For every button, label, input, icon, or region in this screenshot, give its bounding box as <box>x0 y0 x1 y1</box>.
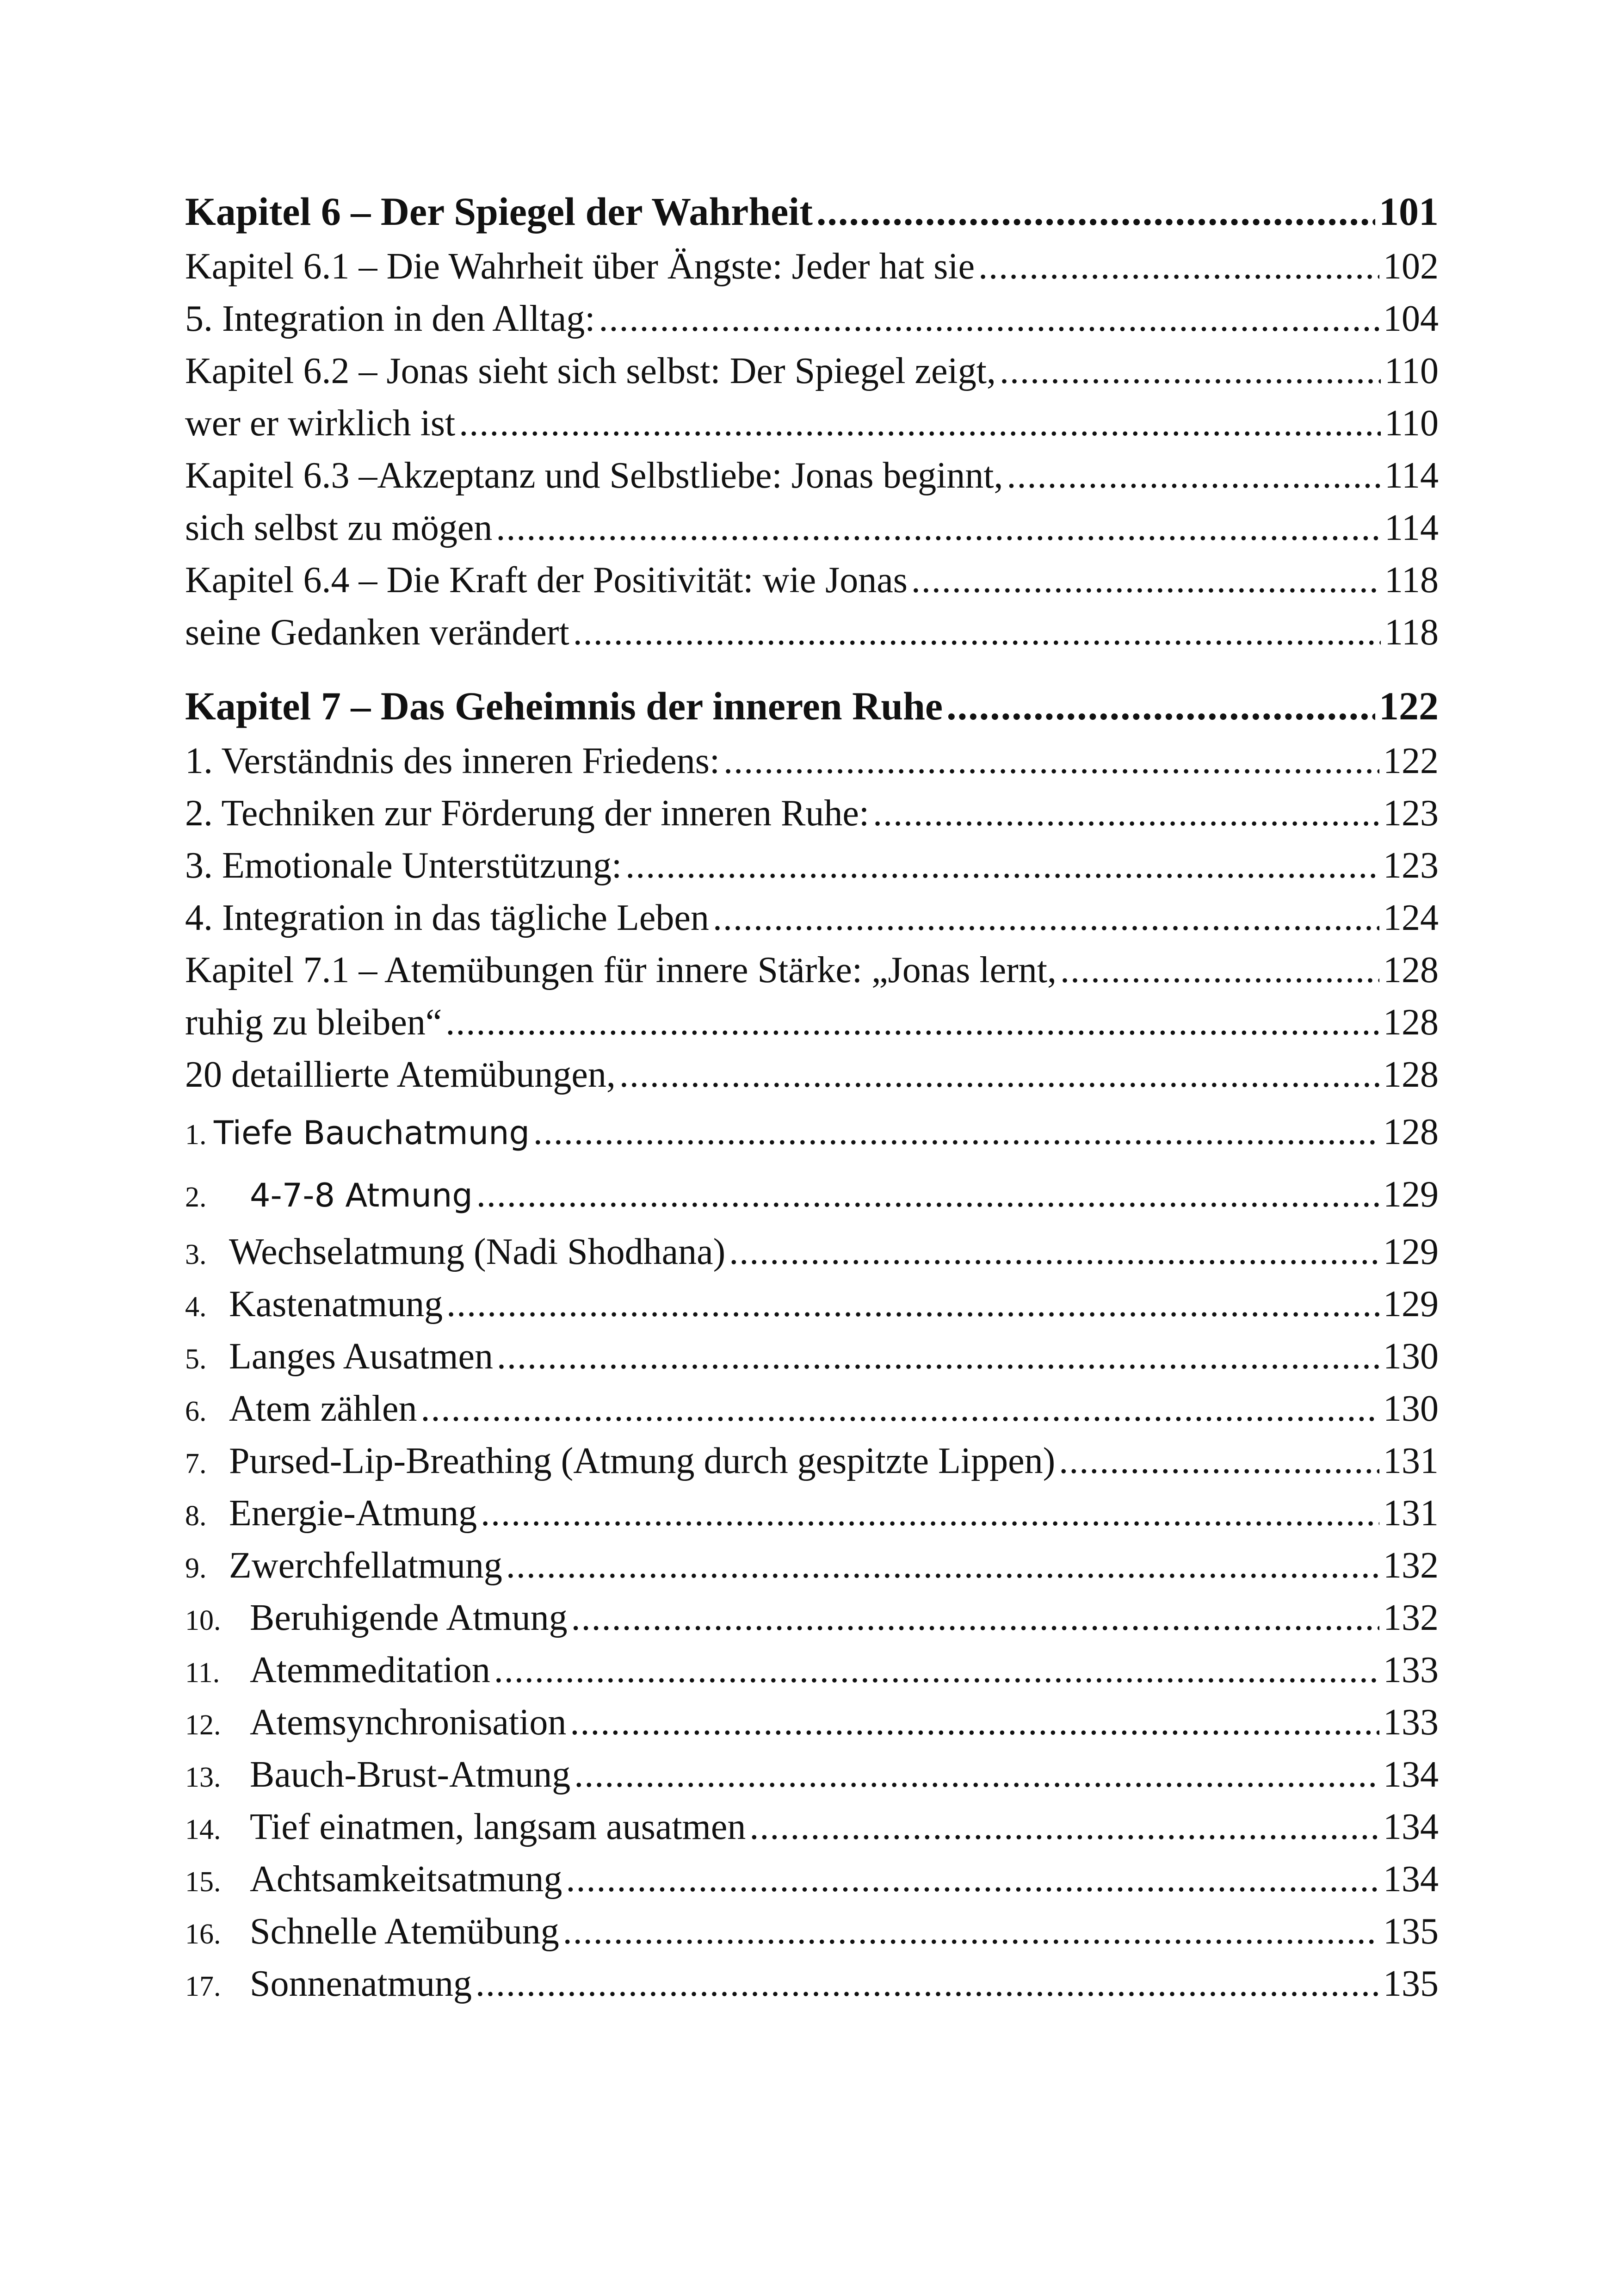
dot-leader <box>533 1101 1379 1163</box>
dot-leader <box>445 996 1379 1049</box>
toc-numbered-entry[interactable] <box>185 1540 1439 1592</box>
toc-page-number: 114 <box>1384 507 1439 548</box>
dot-leader <box>723 735 1379 787</box>
toc-entry-title: Tief einatmen, langsam ausatmen <box>250 1807 746 1847</box>
toc-entry[interactable] <box>185 606 1439 659</box>
toc-entry-title: Kapitel 6.2 – Jonas sieht sich selbst: Der Spiegel zeigt, <box>185 351 996 391</box>
dot-leader <box>574 1749 1379 1801</box>
toc-entry[interactable] <box>185 892 1439 944</box>
toc-numbered-entry[interactable] <box>185 1487 1439 1540</box>
toc-entry-title: Bauch-Brust-Atmung <box>250 1754 571 1795</box>
toc-page-number: 131 <box>1383 1441 1439 1481</box>
dot-leader <box>420 1383 1379 1435</box>
toc-page-number: 134 <box>1383 1754 1439 1795</box>
toc-page-number: 133 <box>1383 1702 1439 1743</box>
toc-entry[interactable] <box>185 996 1439 1049</box>
dot-leader <box>599 293 1379 345</box>
toc-entry[interactable] <box>185 554 1439 606</box>
toc-page-number: 122 <box>1379 684 1439 728</box>
toc-entry-title: Atem zählen <box>229 1388 417 1429</box>
toc-page-number: 123 <box>1383 845 1439 886</box>
toc-chapter-heading[interactable] <box>185 183 1439 241</box>
dot-leader <box>729 1226 1379 1278</box>
dot-leader <box>713 892 1379 944</box>
toc-numbered-entry[interactable] <box>185 1592 1439 1644</box>
toc-entry[interactable] <box>185 345 1439 397</box>
toc-entry-title: 1. Verständnis des inneren Friedens: <box>185 741 720 781</box>
toc-entry-title: seine Gedanken verändert <box>185 612 569 653</box>
dot-leader <box>1059 1435 1379 1487</box>
toc-entry[interactable] <box>185 241 1439 293</box>
toc-page-number: 124 <box>1383 897 1439 938</box>
dot-leader <box>946 677 1375 735</box>
toc-numbered-entry[interactable] <box>185 1226 1439 1278</box>
toc-entry-title: Atemsynchronisation <box>250 1702 567 1743</box>
toc-page-number: 101 <box>1379 189 1439 234</box>
toc-page-number: 130 <box>1383 1336 1439 1377</box>
toc-numbered-entry[interactable] <box>185 1853 1439 1906</box>
dot-leader <box>1000 345 1381 397</box>
toc-entry-title: 4-7-8 Atmung <box>250 1176 473 1214</box>
toc-entry-title: Kapitel 7.1 – Atemübungen für innere Stärke: „Jonas lernt, <box>185 950 1057 990</box>
toc-page-number: 135 <box>1383 1963 1439 2004</box>
dot-leader <box>619 1049 1379 1101</box>
toc-entry-title: Zwerchfellatmung <box>229 1545 502 1586</box>
toc-numbered-entry[interactable] <box>185 1101 1439 1163</box>
toc-item-number: 15. <box>185 1866 221 1898</box>
toc-entry-title: Beruhigende Atmung <box>250 1597 568 1638</box>
toc-entry-title: Schnelle Atemübung <box>250 1911 559 1952</box>
toc-page-number: 122 <box>1383 741 1439 781</box>
toc-page-number: 128 <box>1383 1112 1439 1152</box>
toc-page-number: 134 <box>1383 1859 1439 1900</box>
dot-leader <box>446 1278 1379 1331</box>
toc-entry-title: sich selbst zu mögen <box>185 507 493 548</box>
toc-page-number: 110 <box>1384 351 1439 391</box>
dot-leader <box>481 1487 1379 1540</box>
toc-numbered-entry[interactable] <box>185 1644 1439 1696</box>
toc-entry-title: 20 detaillierte Atemübungen, <box>185 1054 616 1095</box>
toc-numbered-entry[interactable] <box>185 1906 1439 1958</box>
toc-entry-title: Langes Ausatmen <box>229 1336 493 1377</box>
toc-page-number: 129 <box>1383 1174 1439 1215</box>
toc-entry-title: Atemmeditation <box>250 1650 490 1690</box>
toc-numbered-entry[interactable] <box>185 1278 1439 1331</box>
toc-entry[interactable] <box>185 787 1439 840</box>
dot-leader <box>573 606 1381 659</box>
dot-leader <box>476 1958 1379 2010</box>
toc-item-number: 11. <box>185 1657 220 1689</box>
toc-entry-title: 4. Integration in das tägliche Leben <box>185 897 709 938</box>
toc-entry-title: Achtsamkeitsatmung <box>250 1859 562 1900</box>
dot-leader <box>494 1644 1379 1696</box>
toc-entry-title: Energie-Atmung <box>229 1493 477 1534</box>
toc-entry[interactable] <box>185 397 1439 450</box>
toc-page-number: 118 <box>1384 560 1439 600</box>
toc-entry-title: wer er wirklich ist <box>185 403 456 444</box>
toc-entry-title: Kapitel 6.1 – Die Wahrheit über Ängste: Jeder hat sie <box>185 246 975 287</box>
toc-page-number: 133 <box>1383 1650 1439 1690</box>
toc-page-number: 135 <box>1383 1911 1439 1952</box>
toc-chapter-heading[interactable] <box>185 677 1439 735</box>
toc-entry[interactable] <box>185 735 1439 787</box>
toc-page-number: 102 <box>1383 246 1439 287</box>
toc-item-number: 5. <box>185 1343 207 1375</box>
toc-entry-title: 2. Techniken zur Förderung der inneren Ruhe: <box>185 793 870 834</box>
toc-numbered-entry[interactable] <box>185 1958 1439 2010</box>
toc-item-number: 2. <box>185 1182 207 1213</box>
toc-item-number: 3. <box>185 1239 207 1270</box>
toc-entry[interactable] <box>185 450 1439 502</box>
toc-page-number: 114 <box>1384 455 1439 496</box>
toc-page-number: 128 <box>1383 1054 1439 1095</box>
toc-numbered-entry[interactable] <box>185 1696 1439 1749</box>
toc-page-number: 123 <box>1383 793 1439 834</box>
dot-leader <box>563 1906 1379 1958</box>
toc-numbered-entry[interactable] <box>185 1435 1439 1487</box>
toc-entry[interactable] <box>185 502 1439 554</box>
toc-page-number: 129 <box>1383 1232 1439 1272</box>
dot-leader <box>625 840 1379 892</box>
toc-numbered-entry[interactable] <box>185 1801 1439 1853</box>
dot-leader <box>911 554 1381 606</box>
toc-page-number: 131 <box>1383 1493 1439 1534</box>
dot-leader <box>459 397 1381 450</box>
toc-item-number: 9. <box>185 1553 207 1584</box>
toc-item-number: 16. <box>185 1918 221 1950</box>
toc-entry-title: 3. Emotionale Unterstützung: <box>185 845 622 886</box>
toc-numbered-entry[interactable] <box>185 1331 1439 1383</box>
toc-entry-title: Pursed-Lip-Breathing (Atmung durch gespitzte Lippen) <box>229 1441 1056 1481</box>
toc-item-number: 10. <box>185 1605 221 1636</box>
toc-item-number: 14. <box>185 1814 221 1845</box>
dot-leader <box>497 1331 1379 1383</box>
toc-entry-title: Kapitel 7 – Das Geheimnis der inneren Ruhe <box>185 684 943 728</box>
toc-page-number: 132 <box>1383 1545 1439 1586</box>
dot-leader <box>749 1801 1379 1853</box>
dot-leader <box>816 183 1375 241</box>
toc-item-number: 17. <box>185 1971 221 2002</box>
toc-page-number: 118 <box>1384 612 1439 653</box>
toc-item-number: 6. <box>185 1396 207 1427</box>
dot-leader <box>496 502 1381 554</box>
toc-numbered-entry[interactable] <box>185 1383 1439 1435</box>
toc-entry-title: Wechselatmung (Nadi Shodhana) <box>229 1232 726 1272</box>
toc-page-number: 110 <box>1384 403 1439 444</box>
toc-entry-title: Sonnenatmung <box>250 1963 472 2004</box>
table-of-contents <box>185 183 1439 2010</box>
dot-leader <box>873 787 1379 840</box>
toc-entry-title: ruhig zu bleiben“ <box>185 1002 442 1043</box>
dot-leader <box>506 1540 1379 1592</box>
toc-entry-title: Kapitel 6 – Der Spiegel der Wahrheit <box>185 189 813 234</box>
toc-item-number: 4. <box>185 1291 207 1323</box>
toc-page-number: 129 <box>1383 1284 1439 1324</box>
dot-leader <box>570 1696 1379 1749</box>
toc-numbered-entry[interactable] <box>185 1749 1439 1801</box>
toc-page-number: 134 <box>1383 1807 1439 1847</box>
toc-entry[interactable] <box>185 840 1439 892</box>
toc-page-number: 130 <box>1383 1388 1439 1429</box>
dot-leader <box>566 1853 1379 1906</box>
dot-leader <box>978 241 1379 293</box>
toc-item-number: 13. <box>185 1762 221 1793</box>
toc-item-number: 8. <box>185 1500 207 1532</box>
toc-numbered-entry[interactable] <box>185 1163 1439 1226</box>
toc-entry-title: Kapitel 6.4 – Die Kraft der Positivität: wie Jonas <box>185 560 908 600</box>
toc-entry[interactable] <box>185 944 1439 996</box>
toc-page-number: 128 <box>1383 1002 1439 1043</box>
toc-entry[interactable] <box>185 1049 1439 1101</box>
dot-leader <box>571 1592 1379 1644</box>
toc-entry-title: Tiefe Bauchatmung <box>214 1114 530 1152</box>
dot-leader <box>1007 450 1381 502</box>
dot-leader <box>1060 944 1379 996</box>
toc-page-number: 128 <box>1383 950 1439 990</box>
toc-page-number: 132 <box>1383 1597 1439 1638</box>
toc-entry-title: 5. Integration in den Alltag: <box>185 298 595 339</box>
toc-item-number: 1. <box>185 1119 207 1151</box>
toc-entry[interactable] <box>185 293 1439 345</box>
toc-entry-title: Kapitel 6.3 –Akzeptanz und Selbstliebe: Jonas beginnt, <box>185 455 1003 496</box>
toc-item-number: 7. <box>185 1448 207 1479</box>
toc-item-number: 12. <box>185 1709 221 1741</box>
toc-entry-title: Kastenatmung <box>229 1284 443 1324</box>
toc-page-number: 104 <box>1383 298 1439 339</box>
dot-leader <box>476 1163 1379 1226</box>
